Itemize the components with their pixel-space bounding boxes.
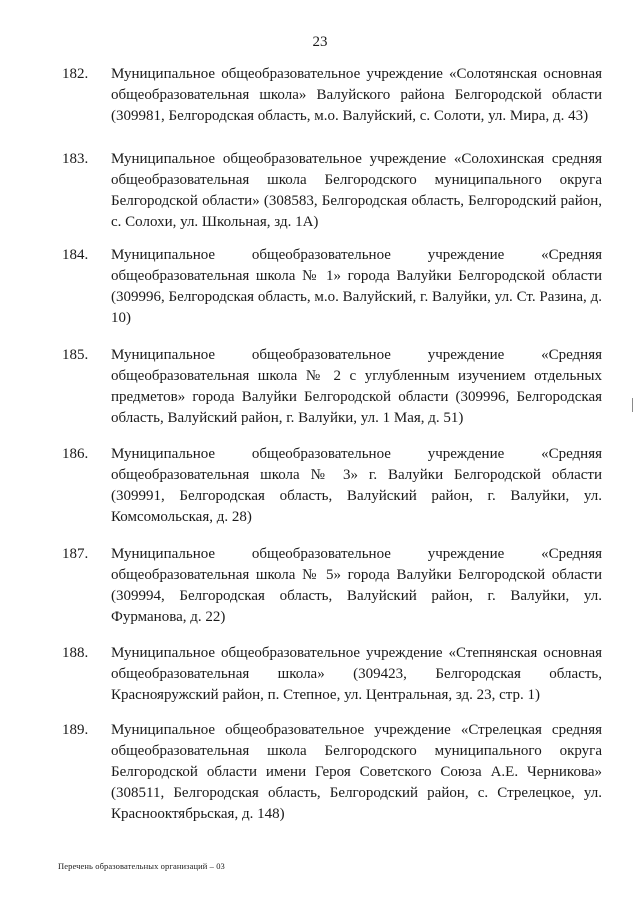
entry-text: Муниципальное общеобразовательное учреждение «Средняя общеобразовательная школа № 1» города Валуйки Белгородской области (309996, Белгородская область, м.о. Валуйский, г. Валуйки, ул. Ст. Разина, д. 10) xyxy=(111,247,602,326)
entry-number: 189. xyxy=(62,722,89,738)
entry-text: Муниципальное общеобразовательное учреждение «Солотянская основная общеобразовательная школа» Валуйского района Белгородской области (309981, Белгородская область, м.о. Валуйский, с. Солоти, ул. Мира, д. 43) xyxy=(111,66,602,124)
entry-number: 187. xyxy=(62,546,89,562)
entry-number: 188. xyxy=(62,645,89,661)
entry-number: 186. xyxy=(62,446,89,462)
entry-number: 185. xyxy=(62,347,89,363)
scan-artifact xyxy=(632,398,633,412)
entry-text: Муниципальное общеобразовательное учреждение «Солохинская средняя общеобразовательная школа Белгородского муниципального округа Белгородской области» (308583, Белгородская область, Белгородский район, с. Солохи, ул. Школьная, зд. 1А) xyxy=(111,151,602,230)
entry-text: Муниципальное общеобразовательное учреждение «Стрелецкая средняя общеобразовательная школа Белгородского муниципального округа Белгородской области имени Героя Советского Союза А.Е. Черникова» (308511, Белгородская область, Белгородский район, с. Стрелецкое, ул. Краснооктябрьская, д. 148) xyxy=(111,722,602,822)
entry-number: 182. xyxy=(62,66,89,82)
entry-text: Муниципальное общеобразовательное учреждение «Средняя общеобразовательная школа № 2 с углубленным изучением отдельных предметов» города Валуйки Белгородской области (309996, Белгородская область, Валуйский район, г. Валуйки, ул. 1 Мая, д. 51) xyxy=(111,347,602,426)
entry-text: Муниципальное общеобразовательное учреждение «Средняя общеобразовательная школа № 3» г. Валуйки Белгородской области (309991, Белгородская область, Валуйский район, г. Валуйки, ул. Комсомольская, д. 28) xyxy=(111,446,602,525)
entry-text: Муниципальное общеобразовательное учреждение «Средняя общеобразовательная школа № 5» города Валуйки Белгородской области (309994, Белгородская область, Валуйский район, г. Валуйки, ул. Фурманова, д. 22) xyxy=(111,546,602,625)
entry-number: 184. xyxy=(62,247,89,263)
entry-text: Муниципальное общеобразовательное учреждение «Степнянская основная общеобразовательная школа» (309423, Белгородская область, Краснояружский район, п. Степное, ул. Центральная, зд. 23, стр. 1) xyxy=(111,645,602,703)
entry-number: 183. xyxy=(62,151,89,167)
page-footer: Перечень образовательных организаций – 03 xyxy=(58,861,225,871)
page-number: 23 xyxy=(312,34,328,50)
